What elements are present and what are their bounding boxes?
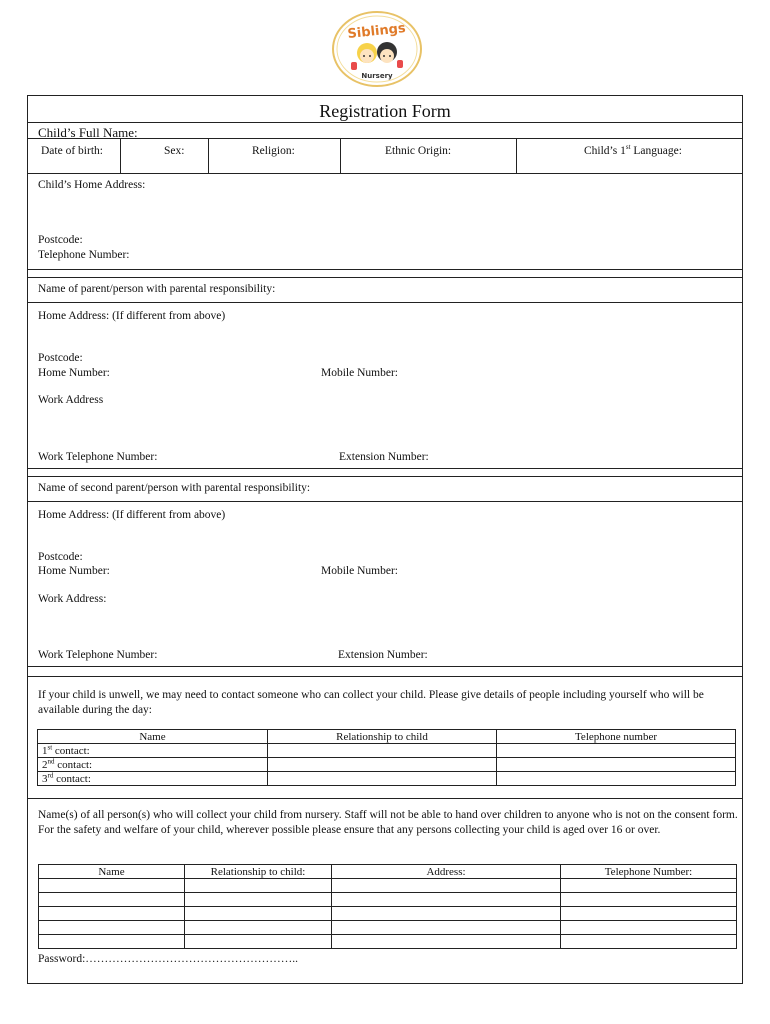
parent1-work-telephone-label: Work Telephone Number: — [38, 451, 158, 463]
parent1-mobile-label: Mobile Number: — [321, 367, 398, 379]
collection-cell[interactable] — [561, 907, 737, 921]
contact-relationship-cell[interactable] — [268, 772, 497, 786]
collection-cell[interactable] — [332, 879, 561, 893]
collection-cell[interactable] — [561, 921, 737, 935]
collection-persons-table — [38, 864, 737, 949]
form-title: Registration Form — [319, 101, 451, 121]
contact-label: 1st contact: — [38, 744, 268, 758]
dob-label: Date of birth: — [41, 145, 103, 157]
svg-text:Nursery: Nursery — [361, 72, 393, 80]
password-field[interactable]: Password:……………………………………………….. — [38, 953, 299, 965]
collection-cell[interactable] — [185, 921, 332, 935]
contact-label: 2nd contact: — [38, 758, 268, 772]
collection-cell[interactable] — [39, 921, 185, 935]
collection-instructions: Name(s) of all person(s) who will collect your child from nursery. Staff will not be able to hand over children to anyone who is not on the consent form. For the safety and welfare of your child, wherever possible please ensure that any persons collecting your child is aged over 16 or over. — [38, 809, 738, 836]
collection-cell[interactable] — [39, 935, 185, 949]
parent2-postcode-label: Postcode: — [38, 551, 83, 563]
emergency-header-name: Name — [38, 730, 268, 744]
collection-cell[interactable] — [185, 935, 332, 949]
table-row — [38, 758, 736, 772]
parent2-home-address-label: Home Address: (If different from above) — [38, 509, 226, 521]
emergency-contact-instructions: If your child is unwell, we may need to contact someone who can collect your child. Please give details of people including yourself who will be available during the day: — [38, 689, 704, 716]
registration-form — [27, 95, 743, 984]
svg-text:Siblings: Siblings — [346, 21, 407, 43]
sex-label: Sex: — [164, 145, 185, 157]
table-row — [38, 772, 736, 786]
contact-relationship-cell[interactable] — [268, 744, 497, 758]
table-row — [39, 935, 737, 949]
collection-cell[interactable] — [39, 893, 185, 907]
contact-label: 3rd contact: — [38, 772, 268, 786]
parent2-work-address-label: Work Address: — [38, 593, 107, 605]
collection-cell[interactable] — [185, 879, 332, 893]
parent1-name-label: Name of parent/person with parental responsibility: — [38, 283, 276, 295]
parent2-home-number-label: Home Number: — [38, 565, 110, 577]
collection-cell[interactable] — [332, 907, 561, 921]
table-row — [39, 879, 737, 893]
table-row — [39, 893, 737, 907]
ethnic-origin-label: Ethnic Origin: — [385, 145, 452, 157]
contact-telephone-cell[interactable] — [497, 758, 736, 772]
table-row — [39, 907, 737, 921]
parent2-work-telephone-label: Work Telephone Number: — [38, 649, 158, 661]
emergency-header-telephone: Telephone number — [497, 730, 736, 744]
siblings-nursery-logo — [331, 10, 423, 88]
collection-cell[interactable] — [561, 935, 737, 949]
collection-cell[interactable] — [561, 879, 737, 893]
parent2-mobile-label: Mobile Number: — [321, 565, 398, 577]
parent2-extension-label: Extension Number: — [338, 649, 428, 661]
contact-telephone-cell[interactable] — [497, 744, 736, 758]
parent1-extension-label: Extension Number: — [339, 451, 429, 463]
child-telephone-label: Telephone Number: — [38, 249, 130, 261]
collection-cell[interactable] — [561, 893, 737, 907]
parent1-postcode-label: Postcode: — [38, 352, 83, 364]
collection-cell[interactable] — [332, 921, 561, 935]
contact-telephone-cell[interactable] — [497, 772, 736, 786]
parent1-home-number-label: Home Number: — [38, 367, 110, 379]
collection-cell[interactable] — [185, 893, 332, 907]
emergency-header-relationship: Relationship to child — [268, 730, 497, 744]
collection-header-relationship: Relationship to child: — [185, 865, 332, 879]
parent1-work-address-label: Work Address — [38, 394, 104, 406]
collection-cell[interactable] — [332, 935, 561, 949]
first-language-label: Child’s 1st Language: — [584, 143, 682, 157]
contact-relationship-cell[interactable] — [268, 758, 497, 772]
collection-cell[interactable] — [39, 907, 185, 921]
parent2-name-label: Name of second parent/person with parental responsibility: — [38, 482, 311, 494]
collection-cell[interactable] — [185, 907, 332, 921]
collection-cell[interactable] — [39, 879, 185, 893]
collection-header-address: Address: — [332, 865, 561, 879]
collection-cell[interactable] — [332, 893, 561, 907]
table-row — [38, 744, 736, 758]
religion-label: Religion: — [252, 145, 295, 157]
collection-header-telephone: Telephone Number: — [561, 865, 737, 879]
emergency-contacts-table — [37, 729, 736, 786]
child-full-name-label: Child’s Full Name: — [38, 125, 138, 140]
table-row — [39, 921, 737, 935]
parent1-home-address-label: Home Address: (If different from above) — [38, 310, 226, 322]
child-home-address-label: Child’s Home Address: — [38, 179, 146, 191]
child-postcode-label: Postcode: — [38, 234, 83, 246]
collection-header-name: Name — [39, 865, 185, 879]
